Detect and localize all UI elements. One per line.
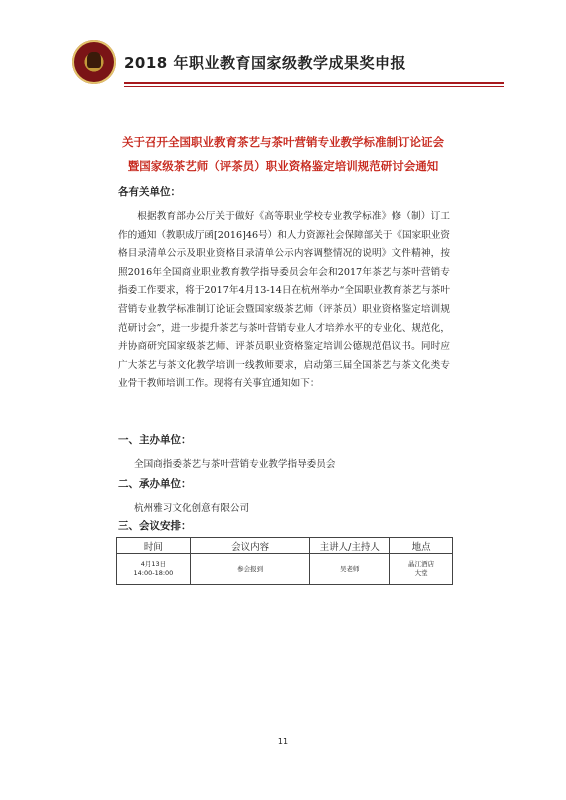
schedule-cell-host: 吴老师	[310, 554, 390, 585]
notice-body-paragraph: 根据教育部办公厅关于做好《高等职业学校专业教学标准》修（制）订工作的通知（教职成厅函[2016]46号）和人力资源社会保障部关于《国家职业资格目录清单公示及职业资格目录清单公示内容调整情况的说明》文件精神，按照2016年全国商业职业教育教学指导委员会年会和2017年茶艺与茶叶营销专指委工作要求，将于2017年4月13-14日在杭州举办“全国职业教育茶艺与茶叶营销专业教学标准制订论证会暨国家级茶艺师（评茶员）职业资格鉴定培训规范研讨会”，进一步提升茶艺与茶叶营销专业人才培养水平的专业化、规范化，并协商研究国家级茶艺师、评茶员职业资格鉴定培训公德规范倡议书。同时应广大茶艺与茶文化教学培训一线教师要求，启动第三届全国茶艺与茶文化类专业骨干教师培训工作。现将有关事宜通知如下：	[118, 211, 450, 390]
schedule-time: 14:00-18:00	[133, 569, 174, 577]
schedule-table	[116, 537, 453, 585]
schedule-header-time: 时间	[117, 538, 191, 554]
section-host-heading: 二、承办单位：	[118, 478, 192, 490]
schedule-header-content: 会议内容	[190, 538, 310, 554]
schedule-date: 4月13日	[140, 560, 167, 568]
section-host-text: 杭州雅习文化创意有限公司	[134, 503, 250, 514]
schedule-location-line1: 晶江酒店	[408, 560, 435, 568]
schedule-cell-location	[390, 554, 453, 585]
schedule-header-host: 主讲人/主持人	[310, 538, 390, 554]
schedule-cell-time	[117, 554, 191, 585]
schedule-cell-content: 参会报到	[190, 554, 310, 585]
institution-logo-icon	[72, 40, 116, 84]
header-divider	[124, 82, 504, 84]
section-schedule-heading: 三、会议安排：	[118, 520, 192, 532]
page-header	[72, 40, 502, 88]
schedule-header-row	[117, 538, 453, 554]
salutation: 各有关单位：	[118, 186, 181, 198]
schedule-header-location: 地点	[390, 538, 453, 554]
notice-title-line2: 暨国家级茶艺师（评茶员）职业资格鉴定培训规范研讨会通知	[127, 159, 439, 173]
schedule-location-line2: 大堂	[414, 569, 428, 577]
header-title: 2018 年职业教育国家级教学成果奖申报	[124, 54, 406, 72]
section-organizer-heading: 一、主办单位：	[118, 434, 192, 446]
header-divider-thin	[124, 86, 504, 87]
notice-title-line1: 关于召开全国职业教育茶艺与茶叶营销专业教学标准制订论证会	[122, 135, 444, 149]
table-row	[117, 554, 453, 585]
section-organizer-text: 全国商指委茶艺与茶叶营销专业教学指导委员会	[134, 459, 336, 470]
page-number: 11	[277, 737, 289, 746]
